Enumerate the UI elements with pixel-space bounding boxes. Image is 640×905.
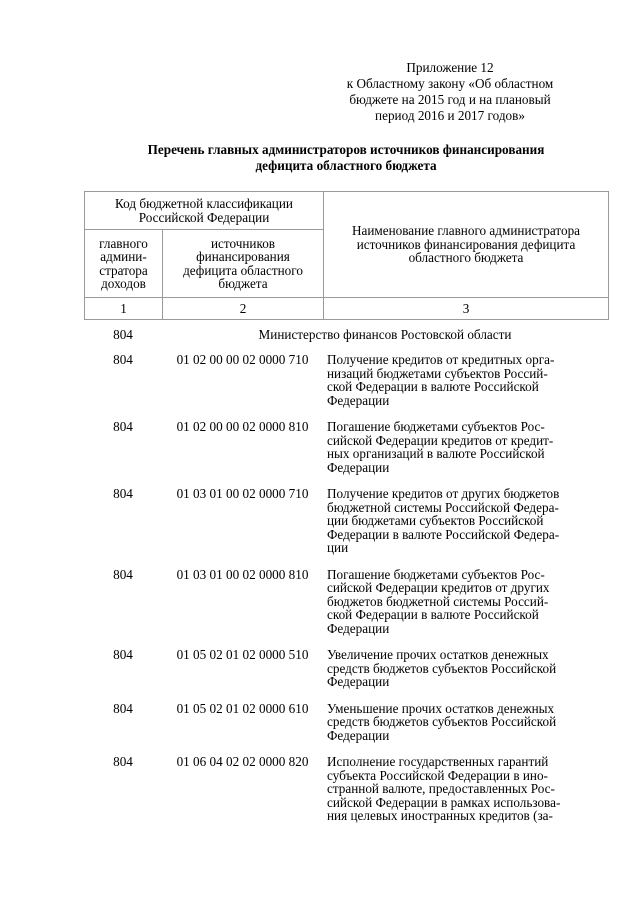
header-col3-line: источников финансирования дефицита: [356, 236, 576, 252]
column-number-2: 2: [163, 298, 324, 320]
admin-code: 804: [113, 754, 133, 769]
header-col2-line: бюджета: [218, 276, 268, 291]
description-line: ской Федерации в валюте Российской: [327, 379, 539, 394]
description-line: Уменьшение прочих остатков денежных: [327, 700, 555, 716]
description-line: Федерации: [327, 459, 390, 475]
admin-code: 804: [113, 352, 133, 367]
table-row: [84, 487, 608, 555]
description-line: ской Федерации в валюте Российской: [327, 607, 539, 622]
appendix-note: [330, 60, 570, 124]
description-line: ния целевых иностранных кредитов (за-: [327, 808, 553, 823]
admin-code: 804: [113, 419, 133, 434]
table-body: [84, 328, 608, 836]
row-description: [327, 487, 607, 555]
description-line: бюджетов бюджетной системы Россий-: [327, 593, 549, 609]
admin-code: 804: [113, 566, 133, 582]
description-line: бюджетной системы Российской Федера-: [327, 499, 559, 515]
header-col2-cell: [163, 230, 324, 298]
appendix-line: период 2016 и 2017 годов»: [375, 108, 525, 123]
description-line: Погашение бюджетами субъектов Рос-: [327, 566, 545, 582]
table-row: [84, 568, 608, 636]
table-row: [84, 702, 608, 743]
description-line: сийской Федерации в рамках использова-: [327, 794, 561, 810]
row-description: [327, 755, 607, 823]
description-line: Получение кредитов от кредитных орга-: [327, 352, 555, 367]
header-col1-line: главного: [99, 235, 148, 251]
title-line: Перечень главных администраторов источников финансирования: [147, 142, 545, 157]
admin-code: 804: [113, 647, 133, 662]
description-line: Получение кредитов от других бюджетов: [327, 486, 560, 501]
table-row: [84, 420, 608, 474]
row-description: [327, 353, 607, 407]
ministry-row: [84, 328, 608, 345]
admin-code: 804: [113, 486, 133, 501]
table-row: [84, 755, 608, 823]
row-description: [327, 420, 607, 474]
header-col1-line: админи-: [100, 249, 147, 264]
header-col2-line: финансирования: [196, 249, 290, 264]
appendix-line: бюджете на 2015 год и на плановый: [349, 92, 551, 107]
description-line: Федерации: [327, 727, 390, 743]
column-number-1: 1: [85, 298, 163, 320]
header-col1-line: стратора: [99, 262, 148, 278]
source-code: 01 05 02 01 02 0000 610: [176, 700, 309, 716]
description-line: Федерации: [327, 392, 390, 408]
description-line: Федерации: [327, 620, 390, 636]
description-line: Исполнение государственных гарантий: [327, 754, 549, 769]
header-group-line: Российской Федерации: [138, 209, 270, 225]
description-line: ных организаций в валюте Российской: [327, 446, 545, 461]
description-line: Федерации в валюте Российской Федера-: [327, 526, 560, 542]
source-code: 01 02 00 00 02 0000 710: [176, 352, 309, 367]
ministry-code: 804: [113, 327, 133, 342]
header-col1-cell: [85, 230, 163, 298]
description-line: Увеличение прочих остатков денежных: [327, 647, 549, 662]
header-col3-cell: [324, 192, 609, 298]
description-line: ции бюджетами субъектов Российской: [327, 513, 544, 528]
row-description: [327, 568, 607, 636]
description-line: средств бюджетов субъектов Российской: [327, 714, 557, 729]
source-code: 01 05 02 01 02 0000 510: [176, 647, 309, 662]
source-code: 01 06 04 02 02 0000 820: [176, 754, 309, 769]
table-row: [84, 353, 608, 407]
document-title: [80, 142, 612, 174]
table-header: [84, 191, 609, 320]
header-col3-line: Наименование главного администратора: [351, 223, 581, 239]
header-col1-line: доходов: [101, 276, 146, 291]
title-line: дефицита областного бюджета: [255, 158, 437, 173]
description-line: сийской Федерации кредитов от других: [327, 580, 550, 595]
column-number-3: 3: [324, 298, 609, 320]
description-line: Федерации: [327, 674, 390, 689]
header-col3-line: областного бюджета: [408, 250, 524, 266]
header-col2-line: источников: [210, 235, 276, 251]
source-code: 01 03 01 00 02 0000 710: [176, 486, 309, 501]
row-description: [327, 648, 607, 689]
description-line: странной валюте, предоставленных Рос-: [327, 781, 555, 796]
description-line: низаций бюджетами субъектов Россий-: [327, 365, 548, 381]
description-line: Погашение бюджетами субъектов Рос-: [327, 419, 545, 434]
header-group-cell: [85, 192, 324, 230]
admin-code: 804: [113, 700, 133, 716]
description-line: сийской Федерации кредитов от кредит-: [327, 432, 554, 448]
ministry-name: Министерство финансов Ростовской области: [258, 327, 512, 342]
description-line: субъекта Российской Федерации в ино-: [327, 767, 548, 783]
source-code: 01 03 01 00 02 0000 810: [176, 566, 309, 582]
description-line: ции: [327, 540, 349, 555]
appendix-line: к Областному закону «Об областном: [346, 76, 554, 91]
appendix-line: Приложение 12: [406, 60, 494, 75]
table-row: [84, 648, 608, 689]
description-line: средств бюджетов субъектов Российской: [327, 660, 557, 676]
row-description: [327, 702, 607, 743]
source-code: 01 02 00 00 02 0000 810: [176, 419, 309, 434]
header-group-line: Код бюджетной классификации: [115, 196, 293, 211]
header-col2-line: дефицита областного: [183, 262, 303, 278]
